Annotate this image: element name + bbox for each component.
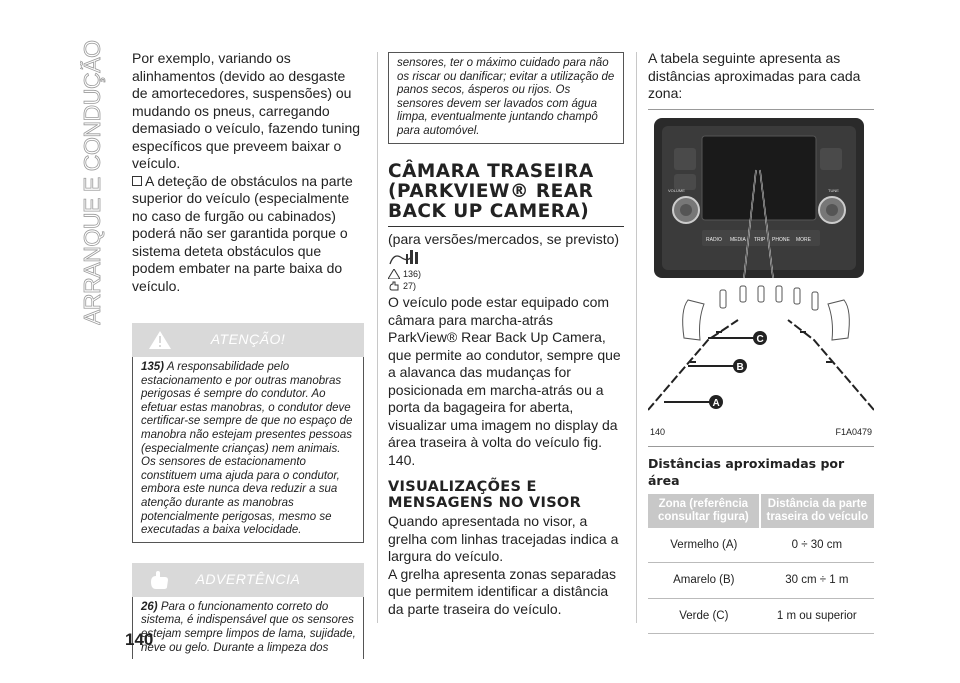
table-header-row (648, 494, 874, 528)
column-divider (377, 52, 378, 623)
table-cell: 0 ÷ 30 cm (760, 528, 874, 563)
rear-camera-illustration (648, 110, 874, 446)
marker-a: A (712, 397, 720, 409)
radio-button-label: PHONE (772, 236, 790, 243)
advert-body-continued: sensores, ter o máximo cuidado para não os riscar ou danificar; evitar a utilização de panos secos, ásperos ou rijos. Os sensores devem ser lavados com água limpa, eventualmente juntando champô para automóvel. (388, 52, 624, 144)
knob-left-label: VOLUME (668, 187, 685, 193)
advert-header (132, 563, 364, 597)
table-cell: 1 m ou superior (760, 598, 874, 634)
warning-title: ATENÇÃO! (210, 331, 286, 348)
table-cell: Vermelho (A) (648, 528, 760, 563)
paragraph: Quando apresentada no visor, a grelha com linhas tracejadas indica a largura do veículo. (388, 513, 619, 565)
table-cell: 30 cm ÷ 1 m (760, 563, 874, 599)
column-2 (388, 52, 624, 618)
advert-title: ADVERTÊNCIA (195, 570, 301, 587)
table-row (648, 563, 874, 599)
radio-button-label: TRIP (754, 236, 766, 243)
paragraph: O veículo pode estar equipado com câmara para marcha-atrás ParkView® Rear Back Up Camera, que permite ao condutor, sempre que a alavanca das mudanças for posicionada em marcha-atrás ou a porta da bagageira for aberta, visualizar uma imagem no display da área traseira à volta do veículo fig. 140. (388, 294, 621, 468)
table-title: Distâncias aproximadas por área (648, 455, 845, 488)
advert-text: Para o funcionamento correto do sistema, é indispensável que os sensores estejam sempre limpos de lama, sujidade, neve ou gelo. Durante a limpeza dos (141, 600, 356, 654)
page-number: 140 (125, 630, 154, 649)
ref-warning: 136) (388, 268, 624, 280)
table-header: Zona (referência consultar figura) (648, 494, 760, 528)
bullet-square-icon (132, 176, 142, 186)
advert-body (132, 597, 364, 659)
warning-triangle-icon (388, 269, 400, 279)
table-row (648, 528, 874, 563)
paragraph: Por exemplo, variando os alinhamentos (devido ao desgaste de amortecedores, suspensões) ou mudando os pneus, carregando demasiado o veículo, fazendo tuning específicos que preveem baixar o veículo. (132, 50, 361, 171)
figure-code: F1A0479 (835, 427, 872, 437)
camera-symbol-icon (388, 248, 624, 268)
column-1 (132, 50, 364, 659)
table-row (648, 598, 874, 634)
hand-icon (148, 570, 170, 595)
column-divider (636, 52, 637, 623)
marker-c: C (756, 333, 764, 345)
table-cell: Verde (C) (648, 598, 760, 634)
column-3 (648, 50, 874, 634)
radio-button-label: RADIO (706, 236, 722, 243)
distance-table (648, 494, 874, 635)
subsection-heading: VISUALIZAÇÕES E MENSAGENS NO VISOR (388, 479, 582, 512)
ref-advert: 27) (388, 280, 624, 292)
radio-button-label: MORE (796, 236, 811, 243)
table-cell: Amarelo (B) (648, 563, 760, 599)
warning-triangle-icon (148, 330, 172, 355)
section-heading: CÂMARA TRASEIRA (PARKVIEW® REAR BACK UP CAMERA) (388, 160, 594, 222)
figure-number: 140 (650, 427, 666, 437)
paragraph: A tabela seguinte apresenta as distâncias aproximadas para cada zona: (648, 50, 861, 101)
hand-icon (388, 281, 400, 291)
warning-text: A responsabilidade pelo estacionamento e por outras manobras perigosas é sempre do condutor. Ao efetuar estas manobras, o condutor deve certificar-se sempre de que no espaço de manobra não estejam presentes pessoas (especialmente crianças) nem animais. Os sensores de estacionamento constituem uma ajuda para o condutor, embora este nunca deva reduzir a sua atenção durante as manobras potencialmente perigosas, mesmo se executadas a baixa velocidade. (141, 361, 353, 537)
warning-body (132, 357, 364, 543)
table-header: Distância da parte traseira do veículo (760, 494, 874, 528)
marker-b: B (736, 361, 744, 373)
knob-right-label: TUNE (828, 187, 839, 193)
warning-header (132, 323, 364, 357)
paragraph: A deteção de obstáculos na parte superior do veículo (especialmente no caso de furgão ou cabinados) poderá não ser garantida porque o sistema deteta obstáculos que podem embater na parte baixa do veículo. (132, 172, 353, 294)
versions-note: (para versões/mercados, se previsto) (388, 230, 620, 247)
chapter-side-title (80, 35, 106, 325)
chapter-side-title-text: ARRANQUE E CONDUÇÃO (80, 40, 105, 325)
figure-140 (648, 109, 874, 447)
advert-ref: 26) (141, 600, 158, 613)
warning-ref: 135) (141, 361, 165, 373)
paragraph: A grelha apresenta zonas separadas que permitem identificar a distância da parte traseira do veículo. (388, 565, 617, 617)
radio-button-label: MEDIA (730, 236, 746, 243)
